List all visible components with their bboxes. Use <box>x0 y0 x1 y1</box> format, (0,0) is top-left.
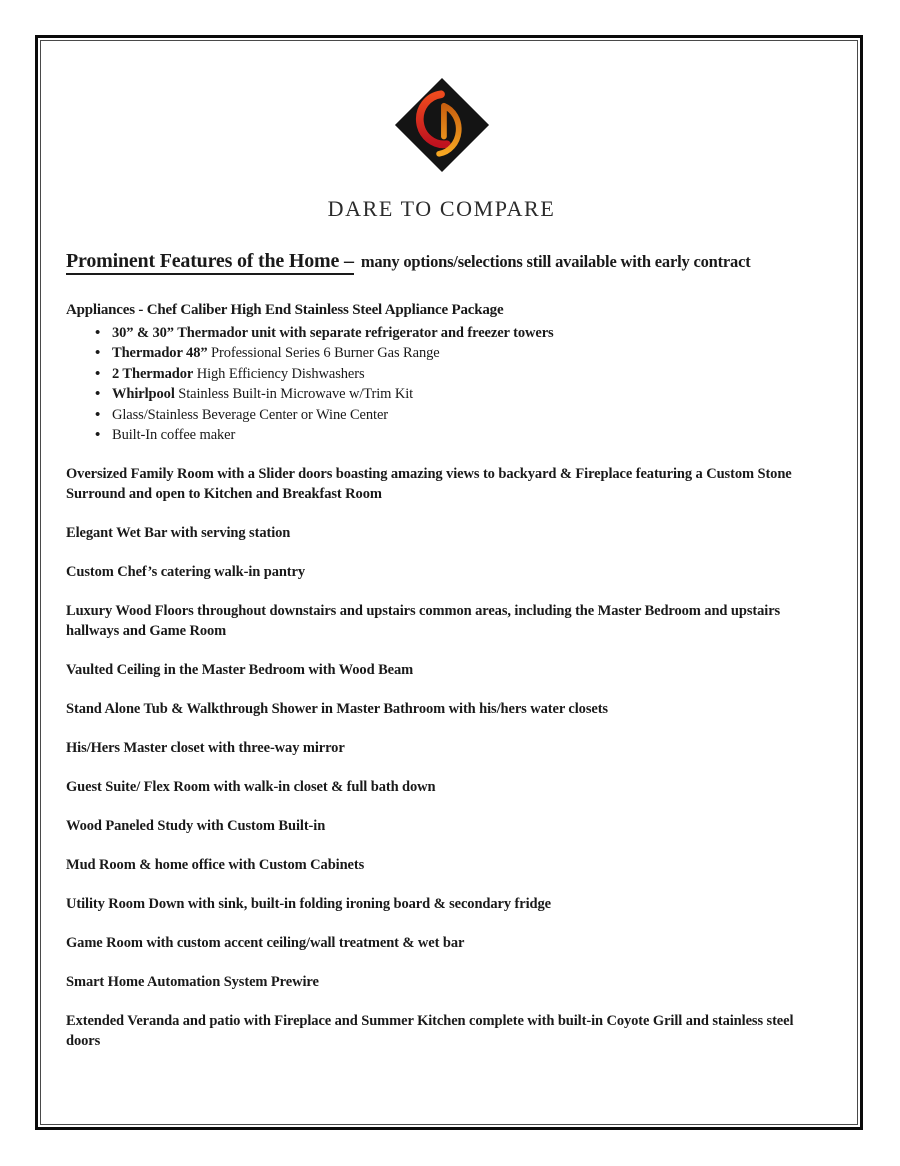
list-item-bold-text: Thermador 48” <box>112 345 208 362</box>
heading-subtext: many options/selections still available with early contract <box>360 252 751 271</box>
feature-paragraph: Smart Home Automation System Prewire <box>66 974 319 991</box>
list-item-bold-text: 30” & 30” Thermador unit with separate refrigerator and freezer towers <box>112 325 554 341</box>
list-item-regular-text: Built-In coffee maker <box>112 427 236 444</box>
appliances-list <box>66 323 817 445</box>
list-item-bold-text: Whirlpool <box>112 386 175 403</box>
list-item <box>95 405 817 425</box>
list-item-regular-text: Stainless Built-in Microwave w/Trim Kit <box>174 386 414 403</box>
feature-paragraph: Guest Suite/ Flex Room with walk-in closet & full bath down <box>66 779 436 796</box>
feature-paragraph: Mud Room & home office with Custom Cabinets <box>66 857 365 874</box>
feature-paragraph: Oversized Family Room with a Slider doors boasting amazing views to backyard & Fireplace featuring a Custom Stone Surround and open to Kitchen and Breakfast Room <box>66 466 792 503</box>
list-item-regular-text: Professional Series 6 Burner Gas Range <box>207 345 440 362</box>
feature-paragraph: Stand Alone Tub & Walkthrough Shower in Master Bathroom with his/hers water closets <box>66 701 608 718</box>
feature-paragraph: Extended Veranda and patio with Fireplace and Summer Kitchen complete with built-in Coyote Grill and stainless steel doors <box>66 1013 794 1050</box>
list-item <box>95 343 817 363</box>
page-border-inner <box>40 40 858 1125</box>
list-item <box>95 364 817 384</box>
feature-paragraph: Vaulted Ceiling in the Master Bedroom with Wood Beam <box>66 662 414 679</box>
page-border-frame <box>35 35 863 1130</box>
appliances-header: Appliances - Chef Caliber High End Stainless Steel Appliance Package <box>66 302 504 318</box>
feature-paragraph: Game Room with custom accent ceiling/wall treatment & wet bar <box>66 935 465 952</box>
list-item-regular-text: Glass/Stainless Beverage Center or Wine Center <box>112 406 389 423</box>
feature-paragraph: Custom Chef’s catering walk-in pantry <box>66 564 306 581</box>
heading-underlined-text: Prominent Features of the Home – <box>66 250 354 275</box>
list-item-bold-text: 2 Thermador <box>112 365 194 382</box>
list-item <box>95 384 817 404</box>
document-content <box>41 41 857 1051</box>
feature-paragraph: Utility Room Down with sink, built-in folding ironing board & secondary fridge <box>66 896 551 913</box>
cd-diamond-logo-icon <box>394 77 490 173</box>
section-heading <box>66 249 817 274</box>
brand-logo <box>394 77 490 173</box>
feature-paragraph: His/Hers Master closet with three-way mirror <box>66 740 345 757</box>
list-item <box>95 425 817 445</box>
list-item-regular-text: High Efficiency Dishwashers <box>193 365 365 382</box>
feature-paragraph: Luxury Wood Floors throughout downstairs and upstairs common areas, including the Master Bedroom and upstairs hallways and Game Room <box>66 603 781 640</box>
document-title: DARE TO COMPARE <box>327 196 556 221</box>
feature-paragraph: Wood Paneled Study with Custom Built-in <box>66 818 326 835</box>
feature-paragraph: Elegant Wet Bar with serving station <box>66 525 291 542</box>
list-item <box>95 323 817 343</box>
